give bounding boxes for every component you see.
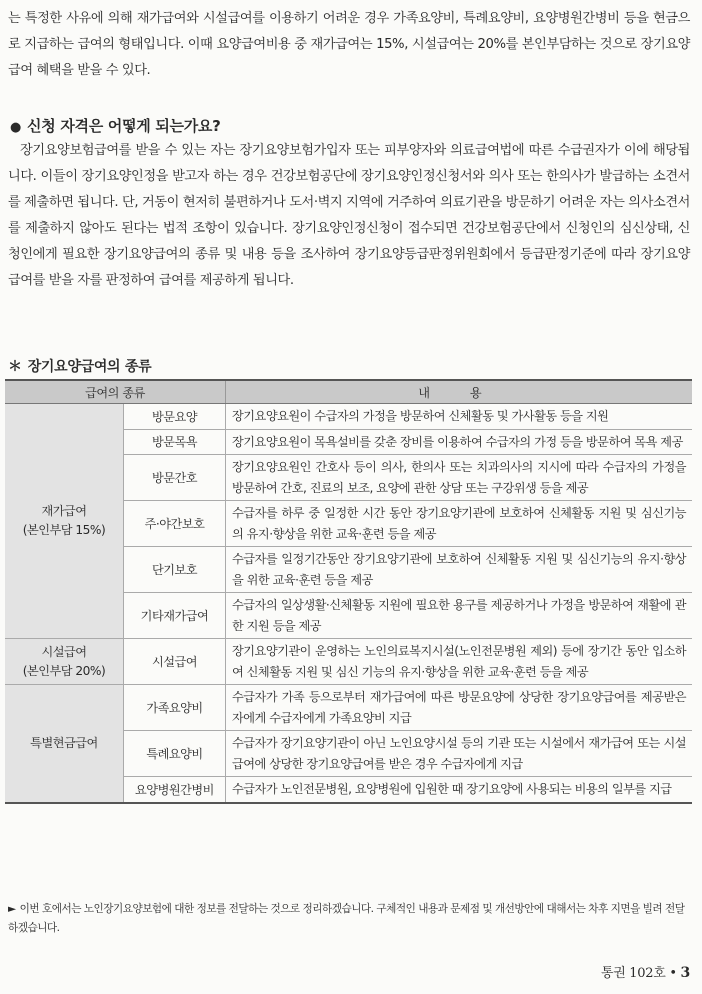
arrow-right-icon: ► xyxy=(8,903,16,915)
asterisk-icon: ＊ xyxy=(8,359,22,375)
eligibility-paragraph: 장기요양보험급여를 받을 수 있는 자는 장기요양보험가입자 또는 피부양자와 의료급여법에 따른 수급권자가 이에 해당됩니다. 이들이 장기요양인정을 받고자 하는 경우 건강보험공단에 장기요양인정신청서와 의사 또는 한의사가 발급하는 소견서를 제출하면 됩니다. 단, 거동이 현저히 불편하거나 도서·벽지 지역에 거주하여 의료기관을 방문하기 어려운 자는 의사소견서를 제출하지 않아도 된다는 법적 조항이 있습니다. 장기요양인정신청이 접수되면 건강보험공단에서 신청인의 심신상태, 신청인에게 필요한 장기요양급여의 종류 및 내용 등을 조사하여 장기요양등급판정위원회에서 등급판정기준에 따라 장기요양급여를 받을 자를 판정하여 급여를 제공하게 됩니다. xyxy=(8,143,690,288)
header-benefit-type: 급여의 종류 xyxy=(5,380,226,404)
category-label: 재가급여 xyxy=(41,504,87,518)
subtype-cell: 기타재가급여 xyxy=(124,593,226,639)
bullet-icon: ● xyxy=(10,120,22,135)
category-label: 시설급여 xyxy=(41,644,87,659)
description-cell: 수급자가 가족 등으로부터 재가급여에 따른 방문요양에 상당한 장기요양급여를 제공받은 자에게 수급자에게 가족요양비 지급 xyxy=(226,685,693,731)
page-number: 3 xyxy=(680,965,690,981)
section-heading xyxy=(10,115,221,136)
subtype-cell: 특례요양비 xyxy=(124,731,226,777)
description-cell: 수급자를 하루 중 일정한 시간 동안 장기요양기관에 보호하여 신체활동 지원 및 심신기능의 유지·향상을 위한 교육·훈련 등을 제공 xyxy=(226,501,693,547)
category-special-cash xyxy=(5,685,124,803)
intro-paragraph: 는 특정한 사유에 의해 재가급여와 시설급여를 이용하기 어려운 경우 가족요양비, 특례요양비, 요양병원간병비 등을 현금으로 지급하는 급여의 형태입니다. 이때 요양급여비용 중 재가급여는 15%, 시설급여는 20%를 본인부담하는 것으로 장기요양급여 혜택을 받을 수 있다. xyxy=(8,11,690,78)
table-title xyxy=(8,356,151,376)
description-cell: 수급자가 장기요양기관이 아닌 노인요양시설 등의 기관 또는 시설에서 재가급여 또는 시설급여에 상당한 장기요양급여를 받은 경우 수급자에게 지급 xyxy=(226,731,693,777)
benefit-types-table xyxy=(5,379,692,804)
description-cell: 장기요양요원이 수급자의 가정을 방문하여 신체활동 및 가사활동 등을 지원 xyxy=(226,404,693,430)
description-cell: 수급자의 일상생활·신체활동 지원에 필요한 용구를 제공하거나 가정을 방문하여 재활에 관한 지원 등을 제공 xyxy=(226,593,693,639)
section-heading-text: 신청 자격은 어떻게 되는가요? xyxy=(27,117,221,135)
description-cell: 수급자를 일정기간동안 장기요양기관에 보호하여 신체활동 지원 및 심신기능의 유지·향상을 위한 교육·훈련 등을 제공 xyxy=(226,547,693,593)
table-row xyxy=(5,404,692,430)
description-cell: 수급자가 노인전문병원, 요양병원에 입원한 때 장기요양에 사용되는 비용의 일부를 지급 xyxy=(226,777,693,803)
subtype-cell: 방문목욕 xyxy=(124,429,226,455)
header-content: 내 용 xyxy=(226,380,693,404)
subtype-cell: 시설급여 xyxy=(124,639,226,685)
footnote-text: 이번 호에서는 노인장기요양보험에 대한 정보를 전달하는 것으로 정리하겠습니다. 구체적인 내용과 문제점 및 개선방안에 대해서는 차후 지면을 빌려 전달하겠습니다. xyxy=(8,903,685,934)
category-copay: (본인부담 15%) xyxy=(22,523,106,537)
subtype-cell: 요양병원간병비 xyxy=(124,777,226,803)
subtype-cell: 단기보호 xyxy=(124,547,226,593)
category-home-care xyxy=(5,404,124,639)
footer-separator: • xyxy=(669,966,677,981)
footnote xyxy=(8,900,692,938)
table-header-row xyxy=(5,380,692,404)
description-cell: 장기요양요원이 목욕설비를 갖춘 장비를 이용하여 수급자의 가정 등을 방문하여 목욕 제공 xyxy=(226,429,693,455)
subtype-cell: 방문요양 xyxy=(124,404,226,430)
subtype-cell: 주·야간보호 xyxy=(124,501,226,547)
category-copay: (본인부담 20%) xyxy=(22,663,106,678)
page-footer xyxy=(601,962,690,981)
subtype-cell: 방문간호 xyxy=(124,455,226,501)
table-row xyxy=(5,639,692,685)
table-title-text: 장기요양급여의 종류 xyxy=(27,359,152,375)
subtype-cell: 가족요양비 xyxy=(124,685,226,731)
description-cell: 장기요양요원인 간호사 등이 의사, 한의사 또는 치과의사의 지시에 따라 수급자의 가정을 방문하여 간호, 진료의 보조, 요양에 관한 상담 또는 구강위생 등을 제공 xyxy=(226,455,693,501)
table-row xyxy=(5,685,692,731)
issue-number: 통권 102호 xyxy=(600,966,666,981)
category-facility-care xyxy=(5,639,124,685)
description-cell: 장기요양기관이 운영하는 노인의료복지시설(노인전문병원 제외) 등에 장기간 동안 입소하여 신체활동 지원 및 심신 기능의 유지·향상을 위한 교육·훈련 등을 제공 xyxy=(226,639,693,685)
category-label: 특별현금급여 xyxy=(30,735,98,750)
